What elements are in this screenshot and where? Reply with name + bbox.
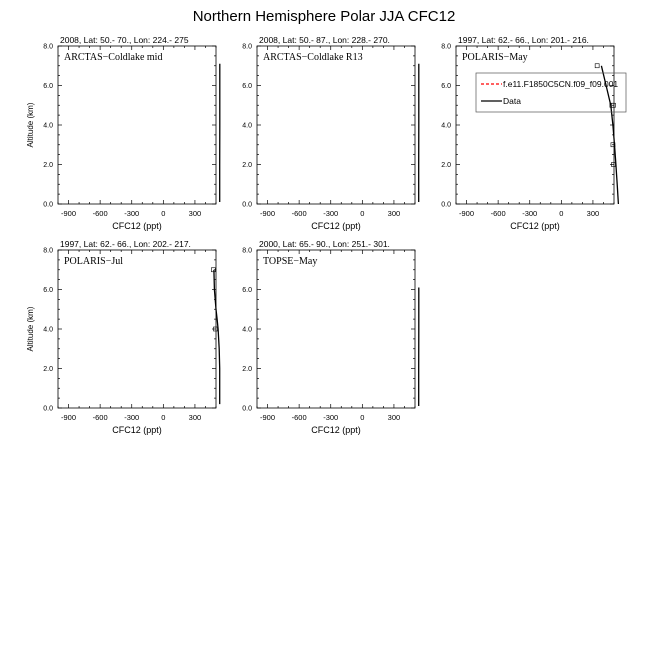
legend-label: f.e11.F1850C5CN.f09_f09.001 bbox=[503, 79, 619, 89]
y-tick-label: 8.0 bbox=[43, 247, 53, 255]
x-tick-label: -900 bbox=[61, 209, 77, 218]
y-tick-label: 4.0 bbox=[242, 326, 252, 334]
y-tick-label: 8.0 bbox=[43, 43, 53, 51]
x-tick-label: 300 bbox=[188, 413, 202, 422]
y-tick-label: 6.0 bbox=[43, 83, 53, 90]
x-tick-label: -900 bbox=[260, 413, 276, 422]
x-tick-label: -600 bbox=[291, 413, 307, 422]
y-tick-label: 2.0 bbox=[242, 162, 252, 169]
y-tick-label: 0.0 bbox=[242, 201, 252, 209]
y-axis-label: Altitude (km) bbox=[26, 306, 35, 352]
y-tick-label: 6.0 bbox=[43, 287, 53, 294]
x-tick-label: -300 bbox=[323, 413, 339, 422]
plot-frame bbox=[58, 46, 216, 204]
x-tick-label: -300 bbox=[323, 209, 339, 218]
panel-header: 2008, Lat: 50.- 70., Lon: 224.- 275 bbox=[60, 35, 189, 45]
legend-label: Data bbox=[503, 96, 521, 106]
legend bbox=[476, 73, 626, 112]
x-tick-label: -600 bbox=[490, 209, 506, 218]
y-tick-label: 8.0 bbox=[441, 43, 451, 51]
x-tick-label: -900 bbox=[459, 209, 475, 218]
y-tick-label: 2.0 bbox=[242, 366, 252, 373]
y-tick-label: 0.0 bbox=[441, 201, 451, 209]
y-tick-label: 2.0 bbox=[43, 366, 53, 373]
y-tick-label: 8.0 bbox=[242, 43, 252, 51]
campaign-label: TOPSE−May bbox=[263, 256, 318, 267]
y-tick-label: 0.0 bbox=[242, 405, 252, 413]
panel-header: 1997, Lat: 62.- 66., Lon: 201.- 216. bbox=[458, 35, 589, 45]
x-axis-label: CFC12 (ppt) bbox=[311, 425, 361, 435]
plot-frame bbox=[257, 250, 415, 408]
x-axis-label: CFC12 (ppt) bbox=[112, 425, 162, 435]
panel-header: 2008, Lat: 50.- 87., Lon: 228.- 270. bbox=[259, 35, 390, 45]
x-tick-label: 0 bbox=[161, 209, 166, 218]
x-tick-label: -300 bbox=[124, 209, 140, 218]
panel-header: 2000, Lat: 65.- 90., Lon: 251.- 301. bbox=[259, 239, 390, 249]
x-tick-label: 300 bbox=[387, 209, 401, 218]
plot-frame bbox=[456, 46, 614, 204]
chart-panel-5 bbox=[242, 239, 419, 435]
y-tick-label: 0.0 bbox=[43, 405, 53, 413]
x-tick-label: 300 bbox=[586, 209, 600, 218]
x-tick-label: -600 bbox=[92, 413, 108, 422]
y-tick-label: 6.0 bbox=[242, 287, 252, 294]
x-tick-label: 0 bbox=[559, 209, 564, 218]
x-axis-label: CFC12 (ppt) bbox=[112, 221, 162, 231]
series-line-1 bbox=[214, 270, 220, 404]
chart-panel-3 bbox=[441, 35, 626, 231]
panel-header: 1997, Lat: 62.- 66., Lon: 202.- 217. bbox=[60, 239, 191, 249]
x-tick-label: -300 bbox=[124, 413, 140, 422]
campaign-label: ARCTAS−Coldlake R13 bbox=[263, 52, 363, 63]
chart-panel-4 bbox=[26, 239, 220, 435]
y-tick-label: 4.0 bbox=[43, 122, 53, 130]
y-tick-label: 4.0 bbox=[441, 122, 451, 130]
campaign-label: POLARIS−Jul bbox=[64, 256, 123, 267]
plot-frame bbox=[257, 46, 415, 204]
y-tick-label: 4.0 bbox=[242, 122, 252, 130]
y-tick-label: 2.0 bbox=[43, 162, 53, 169]
chart-panel-1 bbox=[26, 35, 220, 231]
y-axis-label: Altitude (km) bbox=[26, 102, 35, 148]
figure-title: Northern Hemisphere Polar JJA CFC12 bbox=[192, 8, 456, 25]
y-tick-label: 0.0 bbox=[43, 201, 53, 209]
campaign-label: ARCTAS−Coldlake mid bbox=[64, 52, 163, 63]
data-marker bbox=[595, 64, 599, 68]
y-tick-label: 6.0 bbox=[242, 83, 252, 90]
x-tick-label: -900 bbox=[61, 413, 77, 422]
plot-frame bbox=[58, 250, 216, 408]
campaign-label: POLARIS−May bbox=[462, 52, 528, 63]
x-tick-label: -600 bbox=[291, 209, 307, 218]
x-axis-label: CFC12 (ppt) bbox=[311, 221, 361, 231]
x-tick-label: 0 bbox=[360, 413, 365, 422]
x-tick-label: -600 bbox=[92, 209, 108, 218]
y-tick-label: 2.0 bbox=[441, 162, 451, 169]
x-axis-label: CFC12 (ppt) bbox=[510, 221, 560, 231]
y-tick-label: 4.0 bbox=[43, 326, 53, 334]
chart-panel-2 bbox=[242, 35, 419, 231]
y-tick-label: 8.0 bbox=[242, 247, 252, 255]
x-tick-label: -900 bbox=[260, 209, 276, 218]
x-tick-label: 0 bbox=[360, 209, 365, 218]
x-tick-label: 300 bbox=[387, 413, 401, 422]
x-tick-label: 0 bbox=[161, 413, 166, 422]
x-tick-label: 300 bbox=[188, 209, 202, 218]
x-tick-label: -300 bbox=[522, 209, 538, 218]
y-tick-label: 6.0 bbox=[441, 83, 451, 90]
